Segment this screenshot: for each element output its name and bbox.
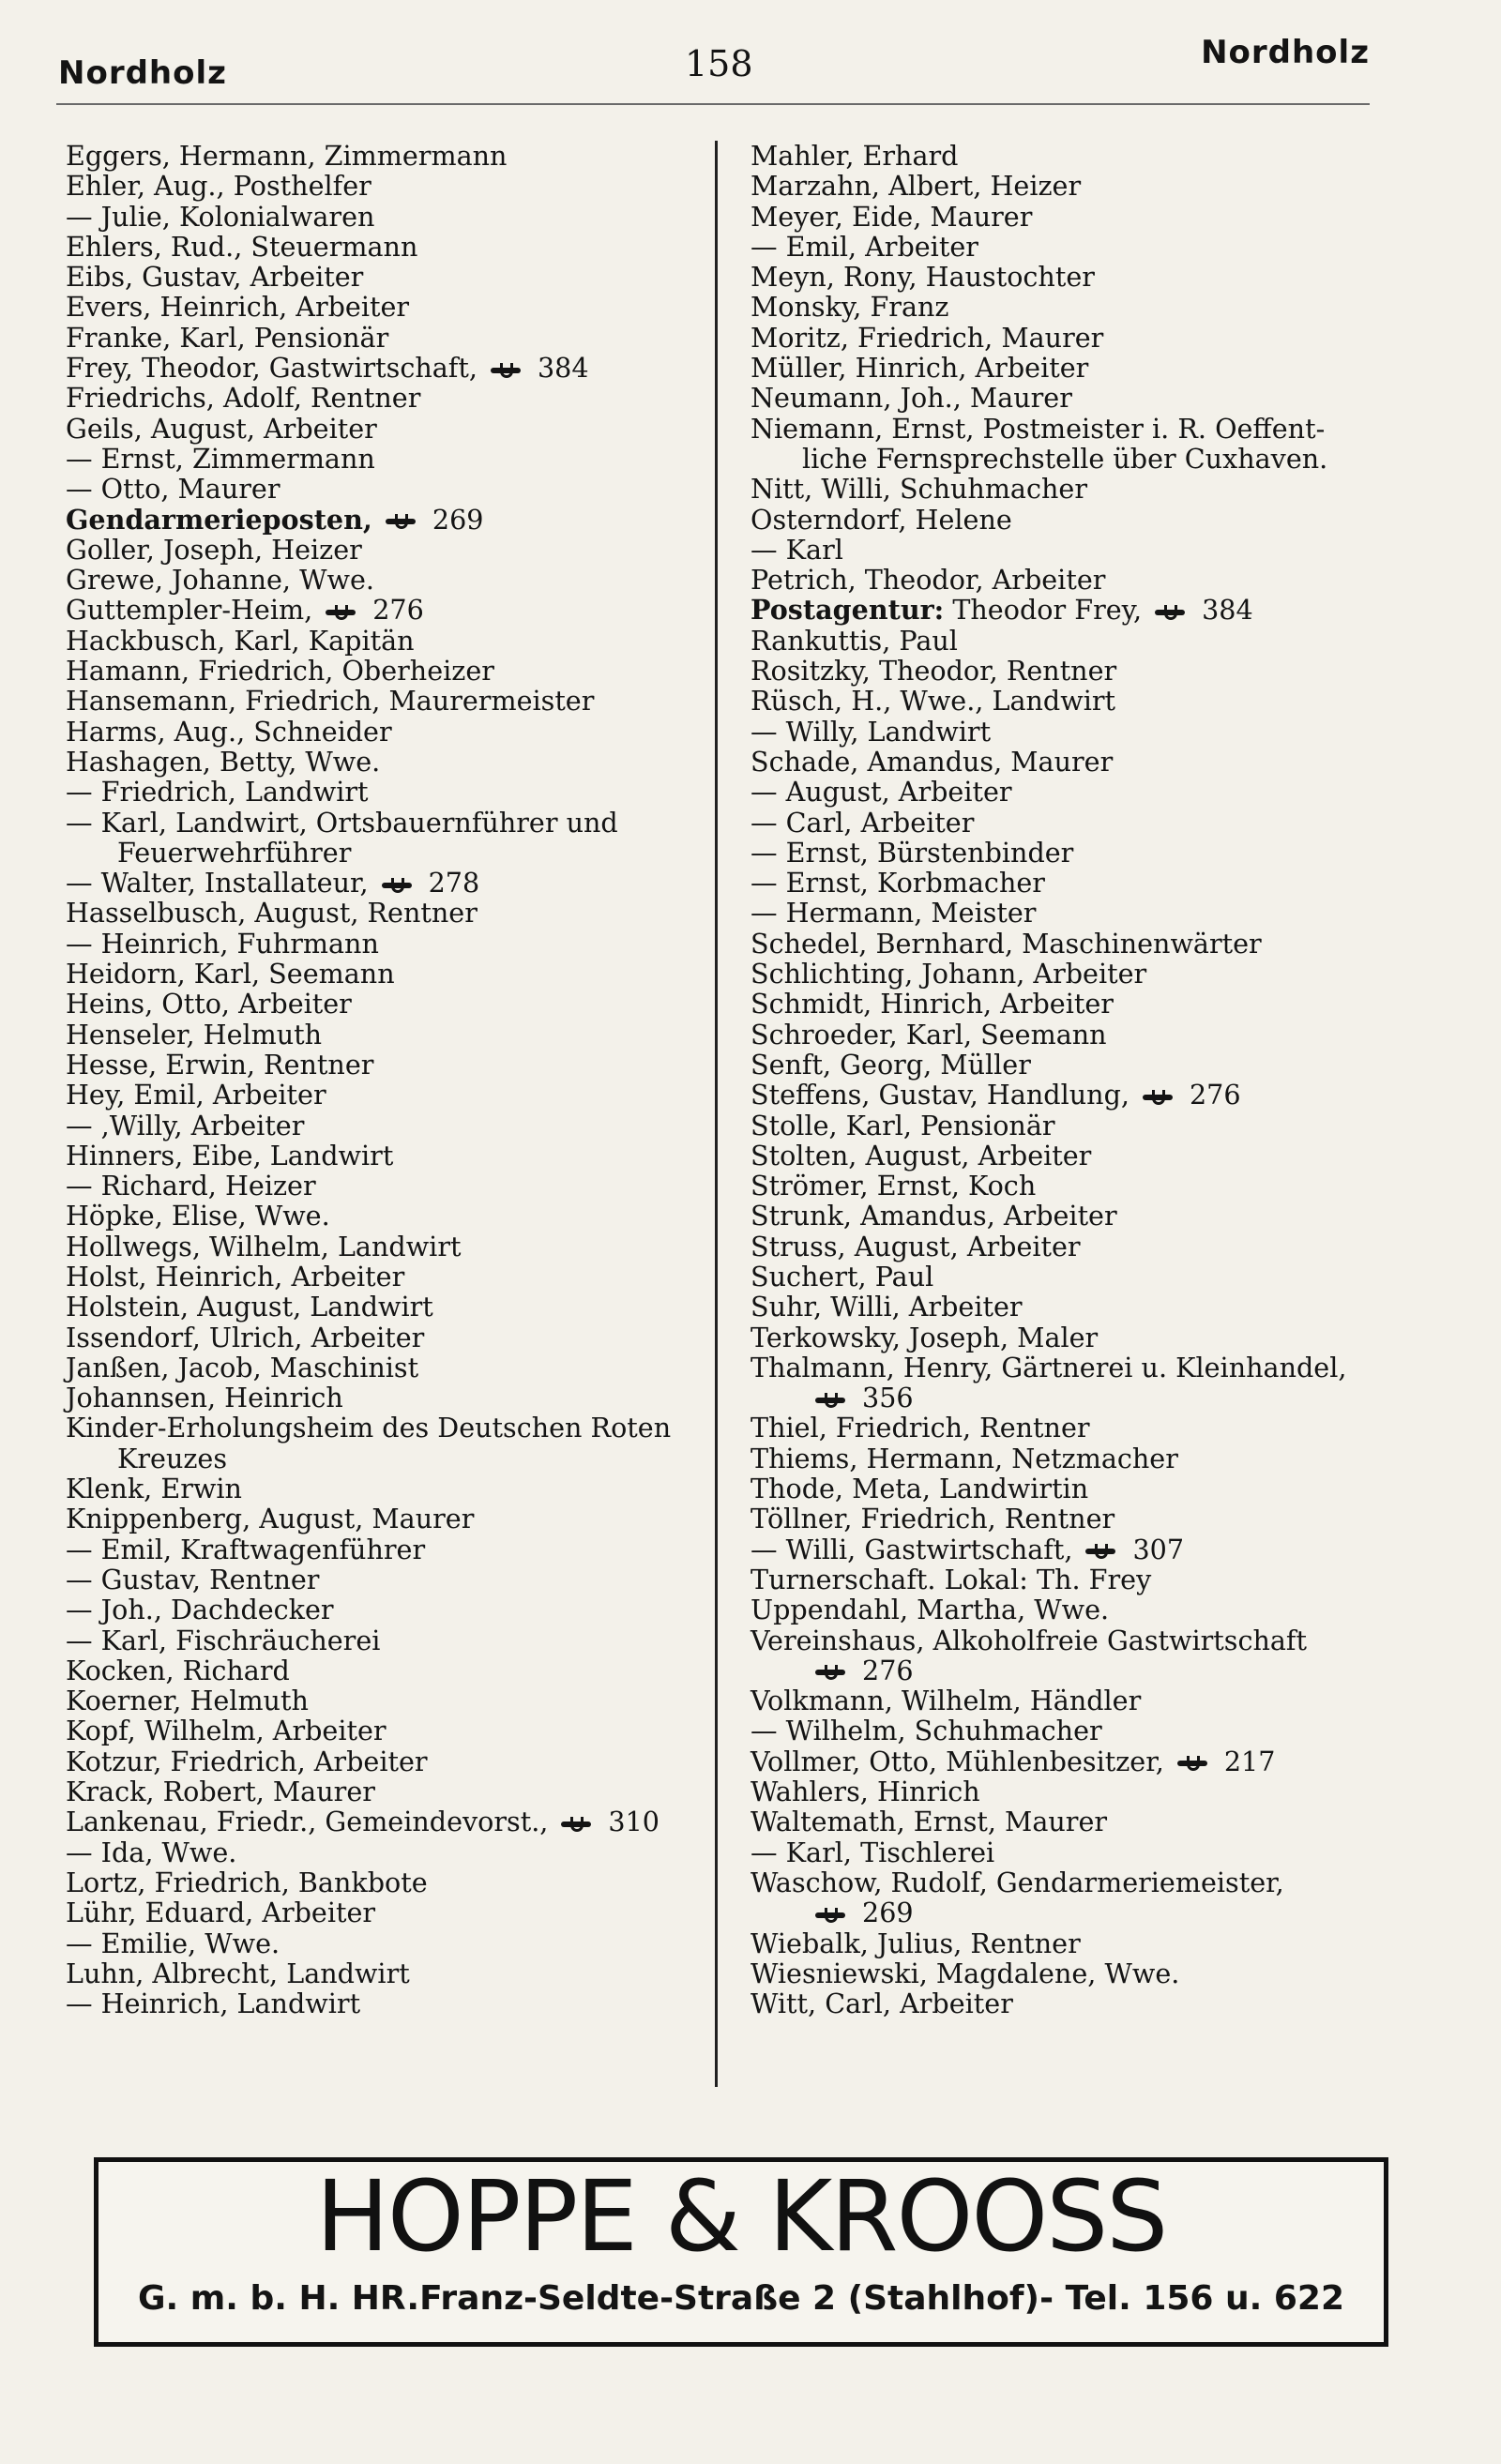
directory-entry	[750, 595, 1398, 625]
entry-name: Schade, Amandus, Maurer	[750, 745, 1114, 778]
directory-entry	[750, 1413, 1398, 1443]
directory-entry	[750, 505, 1398, 535]
directory-entry	[750, 202, 1398, 232]
entry-name: Wiebalk, Julius, Rentner	[750, 1927, 1081, 1959]
directory-entry	[66, 565, 713, 595]
phone-digits: 276	[372, 594, 424, 627]
directory-entry	[750, 1928, 1398, 1958]
page-number: 158	[685, 43, 753, 84]
directory-entry	[66, 1141, 713, 1171]
entry-name: — Emil, Kraftwagenführer	[66, 1533, 426, 1565]
directory-entry	[66, 808, 713, 869]
directory-entry	[750, 171, 1398, 201]
entry-name: Müller, Hinrich, Arbeiter	[750, 352, 1089, 385]
entry-name: Vollmer, Otto, Mühlenbesitzer,	[750, 1745, 1164, 1777]
entry-name: Ehlers, Rud., Steuermann	[66, 230, 418, 263]
directory-entry	[66, 1988, 713, 2018]
directory-entry	[750, 656, 1398, 686]
directory-entry	[66, 959, 713, 989]
directory-entry	[750, 535, 1398, 565]
directory-entry	[750, 1534, 1398, 1565]
directory-entry	[750, 1201, 1398, 1231]
directory-entry	[66, 1928, 713, 1958]
entry-name: Vereinshaus, Alkoholfreie Gastwirtschaft	[750, 1624, 1307, 1656]
entry-name: Stolten, August, Arbeiter	[750, 1139, 1092, 1172]
directory-entry	[750, 232, 1398, 262]
entry-name: — Karl, Fischräucherei	[66, 1624, 381, 1656]
entry-name: Friedrichs, Adolf, Rentner	[66, 382, 421, 415]
directory-entry	[66, 1353, 713, 1383]
directory-entry	[66, 717, 713, 747]
directory-entry	[66, 414, 713, 444]
directory-entry	[750, 747, 1398, 777]
directory-entry	[66, 1837, 713, 1867]
entry-name: Holstein, August, Landwirt	[66, 1291, 433, 1323]
entry-name: Schlichting, Johann, Arbeiter	[750, 958, 1147, 990]
entry-name: — Gustav, Rentner	[66, 1563, 320, 1595]
entry-name: Thiems, Hermann, Netzmacher	[750, 1442, 1178, 1474]
directory-entry	[66, 656, 713, 686]
entry-continuation: Feuerwehrführer	[117, 836, 352, 869]
directory-entry	[66, 1080, 713, 1110]
directory-entry	[66, 535, 713, 565]
directory-entry	[750, 1141, 1398, 1171]
entry-name: Issendorf, Ulrich, Arbeiter	[66, 1321, 425, 1353]
directory-entry	[66, 626, 713, 656]
telephone-icon	[815, 1667, 849, 1678]
phone-number	[815, 1655, 914, 1685]
entry-name: Witt, Carl, Arbeiter	[750, 1988, 1013, 2020]
entry-name: Töllner, Friedrich, Rentner	[750, 1503, 1115, 1535]
directory-entry	[750, 838, 1398, 868]
directory-entry	[66, 868, 713, 898]
phone-number	[1177, 1746, 1276, 1776]
phone-number	[1155, 595, 1253, 625]
directory-entry	[750, 1323, 1398, 1353]
entry-continuation: Kreuzes	[117, 1442, 228, 1474]
phone-digits: 269	[432, 503, 484, 536]
entry-name: — Walter, Installateur,	[66, 867, 369, 899]
directory-entry	[66, 1171, 713, 1201]
entry-name: Hinners, Eibe, Landwirt	[66, 1139, 394, 1172]
directory-entry	[66, 1746, 713, 1776]
directory-entry	[750, 626, 1398, 656]
entry-name: Stolle, Karl, Pensionär	[750, 1109, 1055, 1141]
directory-entry	[750, 1685, 1398, 1716]
entry-name: — Willy, Landwirt	[750, 715, 992, 748]
header-rule	[56, 103, 1370, 105]
directory-entry	[750, 929, 1398, 959]
directory-entry	[750, 353, 1398, 383]
entry-name: — Ernst, Korbmacher	[750, 867, 1045, 899]
entry-continuation	[750, 1383, 1398, 1413]
directory-entry	[750, 717, 1398, 747]
phone-number	[382, 868, 480, 898]
phone-digits: 269	[862, 1897, 914, 1929]
right-column	[750, 141, 1398, 2018]
directory-entry	[66, 1776, 713, 1806]
directory-entry	[66, 1685, 713, 1716]
directory-entry	[750, 808, 1398, 838]
entry-name: Turnerschaft. Lokal: Th. Frey	[750, 1563, 1152, 1595]
phone-number	[386, 505, 484, 535]
directory-entry	[66, 1201, 713, 1231]
directory-entry	[66, 898, 713, 928]
directory-entry	[750, 686, 1398, 716]
entry-name: — Ernst, Bürstenbinder	[750, 836, 1074, 869]
directory-entry	[66, 292, 713, 322]
telephone-icon	[815, 1395, 849, 1406]
directory-entry	[750, 1504, 1398, 1534]
entry-name: Koerner, Helmuth	[66, 1685, 309, 1717]
directory-entry	[750, 868, 1398, 898]
entry-name: Hollwegs, Wilhelm, Landwirt	[66, 1230, 462, 1262]
entry-name: — Richard, Heizer	[66, 1170, 316, 1202]
entry-name: Guttempler-Heim,	[66, 594, 313, 627]
entry-name: Klenk, Erwin	[66, 1473, 242, 1505]
entry-name: Grewe, Johanne, Wwe.	[66, 564, 374, 597]
ad-details	[138, 2279, 1344, 2318]
directory-entry	[750, 414, 1398, 475]
directory-entry	[750, 383, 1398, 413]
telephone-icon	[1155, 607, 1189, 618]
entry-name: Struss, August, Arbeiter	[750, 1230, 1081, 1262]
entry-name: Meyer, Eide, Maurer	[750, 200, 1033, 233]
directory-entry	[66, 1595, 713, 1625]
entry-name: Rüsch, H., Wwe., Landwirt	[750, 685, 1116, 718]
phone-number	[326, 595, 424, 625]
entry-name: Wiesniewski, Magdalene, Wwe.	[750, 1957, 1180, 1989]
directory-entry	[750, 474, 1398, 504]
entry-continuation: liche Fernsprechstelle über Cuxhaven.	[802, 442, 1328, 475]
column-divider	[715, 141, 718, 2087]
telephone-icon	[561, 1819, 595, 1830]
entry-name: — Hermann, Meister	[750, 897, 1037, 930]
directory-entry	[66, 1020, 713, 1050]
entry-name: Wahlers, Hinrich	[750, 1776, 980, 1808]
entry-name: Hesse, Erwin, Rentner	[66, 1048, 374, 1081]
entry-name: — Karl	[750, 533, 843, 566]
directory-entry	[66, 1323, 713, 1353]
directory-entry	[66, 1806, 713, 1837]
entry-name: Postagentur:	[750, 594, 945, 627]
entry-detail: Theodor Frey,	[944, 594, 1143, 627]
telephone-icon	[1143, 1092, 1176, 1103]
entry-name: — Heinrich, Fuhrmann	[66, 927, 379, 960]
entry-name: Thalmann, Henry, Gärtnerei u. Kleinhandel,	[750, 1351, 1347, 1383]
directory-entry	[66, 383, 713, 413]
telephone-icon	[1177, 1758, 1211, 1769]
directory-entry	[66, 1565, 713, 1595]
entry-name: Uppendahl, Martha, Wwe.	[750, 1594, 1110, 1626]
entry-name: Heins, Otto, Arbeiter	[66, 988, 352, 1020]
directory-entry	[66, 1504, 713, 1534]
directory-entry	[66, 1867, 713, 1897]
entry-name: Lühr, Eduard, Arbeiter	[66, 1897, 376, 1929]
entry-name: — ,Willy, Arbeiter	[66, 1109, 305, 1141]
advertisement-box	[94, 2157, 1388, 2347]
directory-entry	[66, 1111, 713, 1141]
directory-entry	[66, 1534, 713, 1565]
directory-entry	[66, 444, 713, 474]
phone-digits: 310	[608, 1806, 660, 1838]
entry-name: Johannsen, Heinrich	[66, 1382, 343, 1414]
directory-entry	[750, 141, 1398, 171]
directory-entry	[66, 1897, 713, 1927]
entry-name: Hackbusch, Karl, Kapitän	[66, 624, 415, 657]
directory-entry	[750, 1565, 1398, 1595]
directory-entry	[66, 1958, 713, 1988]
directory-entry	[66, 686, 713, 716]
directory-entry	[750, 565, 1398, 595]
directory-entry	[66, 929, 713, 959]
entry-name: Suhr, Willi, Arbeiter	[750, 1291, 1023, 1323]
entry-name: Mahler, Erhard	[750, 140, 959, 172]
directory-entry	[66, 1625, 713, 1655]
entry-name: Harms, Aug., Schneider	[66, 715, 392, 748]
phone-number	[1143, 1080, 1241, 1110]
entry-name: — Emilie, Wwe.	[66, 1927, 280, 1959]
directory-entry	[66, 1232, 713, 1262]
directory-entry	[750, 1292, 1398, 1322]
entry-name: Petrich, Theodor, Arbeiter	[750, 564, 1106, 597]
entry-name: Evers, Heinrich, Arbeiter	[66, 291, 410, 324]
entry-name: Marzahn, Albert, Heizer	[750, 170, 1082, 203]
entry-name: — Friedrich, Landwirt	[66, 776, 369, 809]
entry-name: Osterndorf, Helene	[750, 503, 1012, 536]
entry-name: Neumann, Joh., Maurer	[750, 382, 1072, 415]
directory-entry	[66, 141, 713, 171]
entry-name: Henseler, Helmuth	[66, 1018, 323, 1051]
phone-digits: 278	[428, 867, 480, 899]
directory-entry	[750, 1020, 1398, 1050]
entry-name: Terkowsky, Joseph, Maler	[750, 1321, 1099, 1353]
phone-number	[561, 1806, 660, 1837]
phone-number	[1085, 1534, 1184, 1565]
header-left-title: Nordholz	[58, 54, 227, 92]
entry-name: Gendarmerieposten,	[66, 503, 372, 536]
entry-name: — Ida, Wwe.	[66, 1836, 237, 1868]
directory-entry	[750, 1353, 1398, 1413]
entry-name: — Karl, Landwirt, Ortsbauernführer und	[66, 806, 618, 839]
directory-entry	[66, 353, 713, 383]
header-right-title: Nordholz	[1201, 34, 1370, 71]
directory-entry	[66, 1050, 713, 1080]
entry-name: Janßen, Jacob, Maschinist	[66, 1351, 419, 1383]
entry-name: — Heinrich, Landwirt	[66, 1988, 361, 2020]
telephone-icon	[491, 365, 524, 376]
directory-entry	[750, 262, 1398, 292]
directory-entry	[66, 202, 713, 232]
directory-entry	[750, 1111, 1398, 1141]
entry-name: — Joh., Dachdecker	[66, 1594, 334, 1626]
entry-name: Holst, Heinrich, Arbeiter	[66, 1260, 405, 1292]
entry-name: Thode, Meta, Landwirtin	[750, 1473, 1089, 1505]
directory-entry	[750, 1625, 1398, 1686]
telephone-icon	[386, 516, 419, 527]
entry-continuation	[750, 1655, 1398, 1685]
entry-name: Hey, Emil, Arbeiter	[66, 1079, 326, 1111]
directory-entry	[750, 1080, 1398, 1110]
telephone-icon	[815, 1910, 849, 1921]
directory-entry	[750, 292, 1398, 322]
directory-entry	[66, 1474, 713, 1504]
entry-name: Eibs, Gustav, Arbeiter	[66, 261, 364, 294]
directory-entry	[66, 323, 713, 353]
entry-name: Eggers, Hermann, Zimmermann	[66, 140, 508, 172]
entry-name: Niemann, Ernst, Postmeister i. R. Oeffent-	[750, 412, 1326, 445]
directory-entry	[66, 1413, 713, 1474]
entry-name: Monsky, Franz	[750, 291, 949, 324]
entry-name: Volkmann, Wilhelm, Händler	[750, 1685, 1142, 1717]
entry-name: Senft, Georg, Müller	[750, 1048, 1031, 1081]
entry-name: — Willi, Gastwirtschaft,	[750, 1533, 1073, 1565]
phone-digits: 356	[862, 1382, 914, 1414]
entry-name: Hasselbusch, August, Rentner	[66, 897, 478, 930]
directory-entry	[750, 989, 1398, 1019]
ad-company-name: HOPPE & KROOSS	[315, 2159, 1167, 2274]
entry-name: Hashagen, Betty, Wwe.	[66, 745, 381, 778]
entry-name: Hansemann, Friedrich, Maurermeister	[66, 685, 595, 718]
entry-name: Moritz, Friedrich, Maurer	[750, 321, 1104, 354]
directory-entry	[750, 1171, 1398, 1201]
directory-entry	[750, 1988, 1398, 2018]
entry-name: Schroeder, Karl, Seemann	[750, 1018, 1107, 1051]
entry-name: Steffens, Gustav, Handlung,	[750, 1079, 1130, 1111]
entry-name: Frey, Theodor, Gastwirtschaft,	[66, 352, 478, 385]
directory-entry	[66, 474, 713, 504]
phone-number	[815, 1897, 914, 1927]
entry-continuation	[750, 1897, 1398, 1927]
entry-name: Kotzur, Friedrich, Arbeiter	[66, 1745, 428, 1777]
directory-entry	[750, 323, 1398, 353]
directory-entry	[66, 747, 713, 777]
directory-entry	[66, 1262, 713, 1292]
ad-address: Franz-Seldte-Straße 2 (Stahlhof)	[419, 2279, 1039, 2318]
entry-name: Meyn, Rony, Haustochter	[750, 261, 1095, 294]
directory-entry	[750, 777, 1398, 807]
directory-entry	[66, 777, 713, 807]
directory-entry	[66, 595, 713, 625]
directory-entry	[66, 232, 713, 262]
phone-number	[815, 1383, 914, 1413]
telephone-icon	[382, 880, 416, 891]
entry-name: Waschow, Rudolf, Gendarmeriemeister,	[750, 1866, 1284, 1898]
directory-entry	[750, 1716, 1398, 1746]
entry-name: Waltemath, Ernst, Maurer	[750, 1806, 1108, 1838]
telephone-icon	[1085, 1546, 1119, 1557]
phone-digits: 384	[537, 352, 589, 385]
directory-entry	[750, 1806, 1398, 1837]
directory-entry	[750, 1837, 1398, 1867]
directory-entry	[750, 1474, 1398, 1504]
directory-entry	[750, 1958, 1398, 1988]
entry-name: — Emil, Arbeiter	[750, 230, 978, 263]
entry-name: Kinder-Erholungsheim des Deutschen Roten	[66, 1412, 672, 1444]
entry-name: Suchert, Paul	[750, 1260, 934, 1292]
entry-name: Knippenberg, August, Maurer	[66, 1503, 475, 1535]
directory-entry	[66, 1716, 713, 1746]
entry-name: — Carl, Arbeiter	[750, 806, 975, 839]
entry-name: — Karl, Tischlerei	[750, 1836, 995, 1868]
entry-name: Heidorn, Karl, Seemann	[66, 958, 395, 990]
entry-name: Höpke, Elise, Wwe.	[66, 1200, 330, 1232]
entry-name: Schmidt, Hinrich, Arbeiter	[750, 988, 1114, 1020]
directory-entry	[66, 1292, 713, 1322]
entry-name: Strunk, Amandus, Arbeiter	[750, 1200, 1117, 1232]
entry-name: Hamann, Friedrich, Oberheizer	[66, 655, 494, 688]
directory-entry	[750, 959, 1398, 989]
entry-name: Nitt, Willi, Schuhmacher	[750, 473, 1087, 506]
telephone-icon	[326, 607, 359, 618]
phone-digits: 384	[1202, 594, 1253, 627]
directory-entry	[750, 1867, 1398, 1928]
directory-entry	[66, 1655, 713, 1685]
left-column	[66, 141, 713, 2018]
entry-name: Schedel, Bernhard, Maschinenwärter	[750, 927, 1262, 960]
directory-entry	[750, 1595, 1398, 1625]
directory-entry	[750, 1776, 1398, 1806]
entry-name: — August, Arbeiter	[750, 776, 1012, 809]
directory-entry	[66, 505, 713, 535]
entry-name: Goller, Joseph, Heizer	[66, 533, 362, 566]
entry-name: Krack, Robert, Maurer	[66, 1776, 375, 1808]
phone-digits: 307	[1132, 1533, 1185, 1565]
directory-entry	[66, 989, 713, 1019]
directory-entry	[66, 262, 713, 292]
phone-number	[491, 353, 589, 383]
entry-name: Strömer, Ernst, Koch	[750, 1170, 1037, 1202]
phone-digits: 276	[1189, 1079, 1241, 1111]
entry-name: Geils, August, Arbeiter	[66, 412, 377, 445]
entry-name: Kocken, Richard	[66, 1654, 290, 1686]
entry-name: Luhn, Albrecht, Landwirt	[66, 1957, 410, 1989]
directory-entry	[750, 1050, 1398, 1080]
entry-name: — Otto, Maurer	[66, 473, 280, 506]
directory-entry	[66, 1383, 713, 1413]
entry-name: Lortz, Friedrich, Bankbote	[66, 1866, 428, 1898]
directory-entry	[66, 171, 713, 201]
entry-name: Thiel, Friedrich, Rentner	[750, 1412, 1090, 1444]
entry-name: — Julie, Kolonialwaren	[66, 200, 375, 233]
directory-entry	[750, 1746, 1398, 1776]
directory-entry	[750, 1262, 1398, 1292]
entry-name: Franke, Karl, Pensionär	[66, 321, 389, 354]
directory-entry	[750, 1444, 1398, 1474]
phone-digits: 276	[862, 1654, 914, 1686]
entry-name: Rankuttis, Paul	[750, 624, 958, 657]
entry-name: Ehler, Aug., Posthelfer	[66, 170, 371, 203]
directory-entry	[750, 1232, 1398, 1262]
phone-digits: 217	[1223, 1745, 1276, 1777]
entry-name: — Ernst, Zimmermann	[66, 442, 375, 475]
entry-name: Rositzky, Theodor, Rentner	[750, 655, 1117, 688]
entry-name: Kopf, Wilhelm, Arbeiter	[66, 1715, 387, 1747]
entry-name: — Wilhelm, Schuhmacher	[750, 1715, 1102, 1747]
entry-name: Lankenau, Friedr., Gemeindevorst.,	[66, 1806, 549, 1838]
ad-phone: - Tel. 156 u. 622	[1039, 2279, 1344, 2318]
directory-entry	[750, 898, 1398, 928]
ad-legal-form: G. m. b. H. HR.	[138, 2279, 419, 2318]
